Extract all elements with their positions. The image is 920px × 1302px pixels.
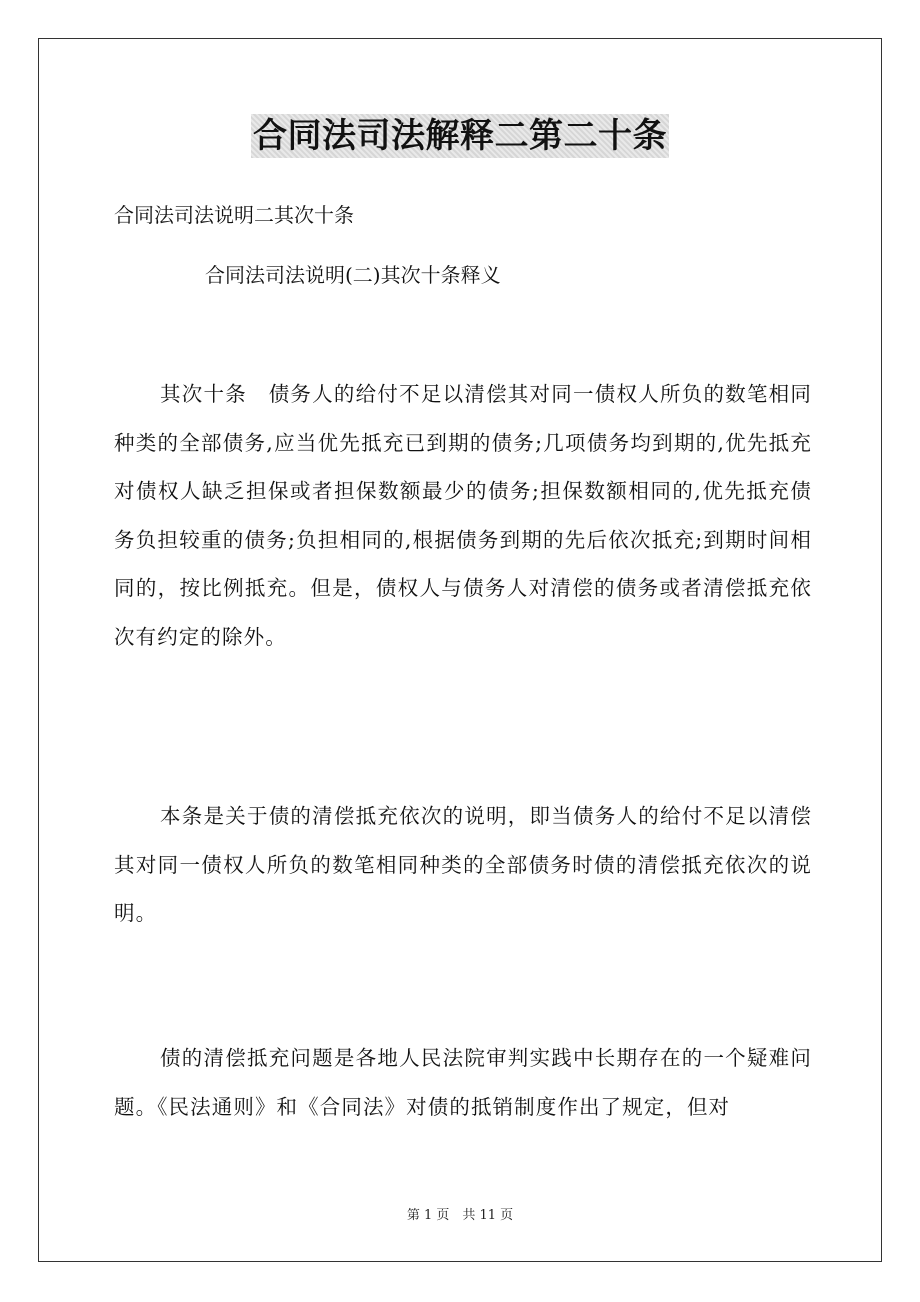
document-subtitle: 合同法司法说明二其次十条 [114,203,354,227]
page-footer: 第 1 页 共 11 页 [406,1208,514,1223]
document-section-heading: 合同法司法说明(二)其次十条释义 [205,263,501,287]
paragraph-explanation: 本条是关于债的清偿抵充依次的说明，即当债务人的给付不足以清偿其对同一债权人所负的数笔相同种类的全部债务时债的清偿抵充依次的说明。 [114,804,812,926]
paragraph-article-text: 其次十条 债务人的给付不足以清偿其对同一债权人所负的数笔相同种类的全部债务,应当优先抵充已到期的债务;几项债务均到期的,优先抵充对债权人缺乏担保或者担保数额最少的债务;担保数额相同的,优先抵充债务负担较重的债务;负担相同的,根据债务到期的先后依次抵充;到期时间相同的，按比例抵充。但是，债权人与债务人对清偿的债务或者清偿抵充依次有约定的除外。 [114,382,812,649]
paragraph-background: 债的清偿抵充问题是各地人民法院审判实践中长期存在的一个疑难问题。《民法通则》和《合同法》对债的抵销制度作出了规定，但对 [114,1046,812,1119]
document-title-text: 合同法司法解释二第二十条 [253,116,667,156]
document-title [0,112,920,160]
